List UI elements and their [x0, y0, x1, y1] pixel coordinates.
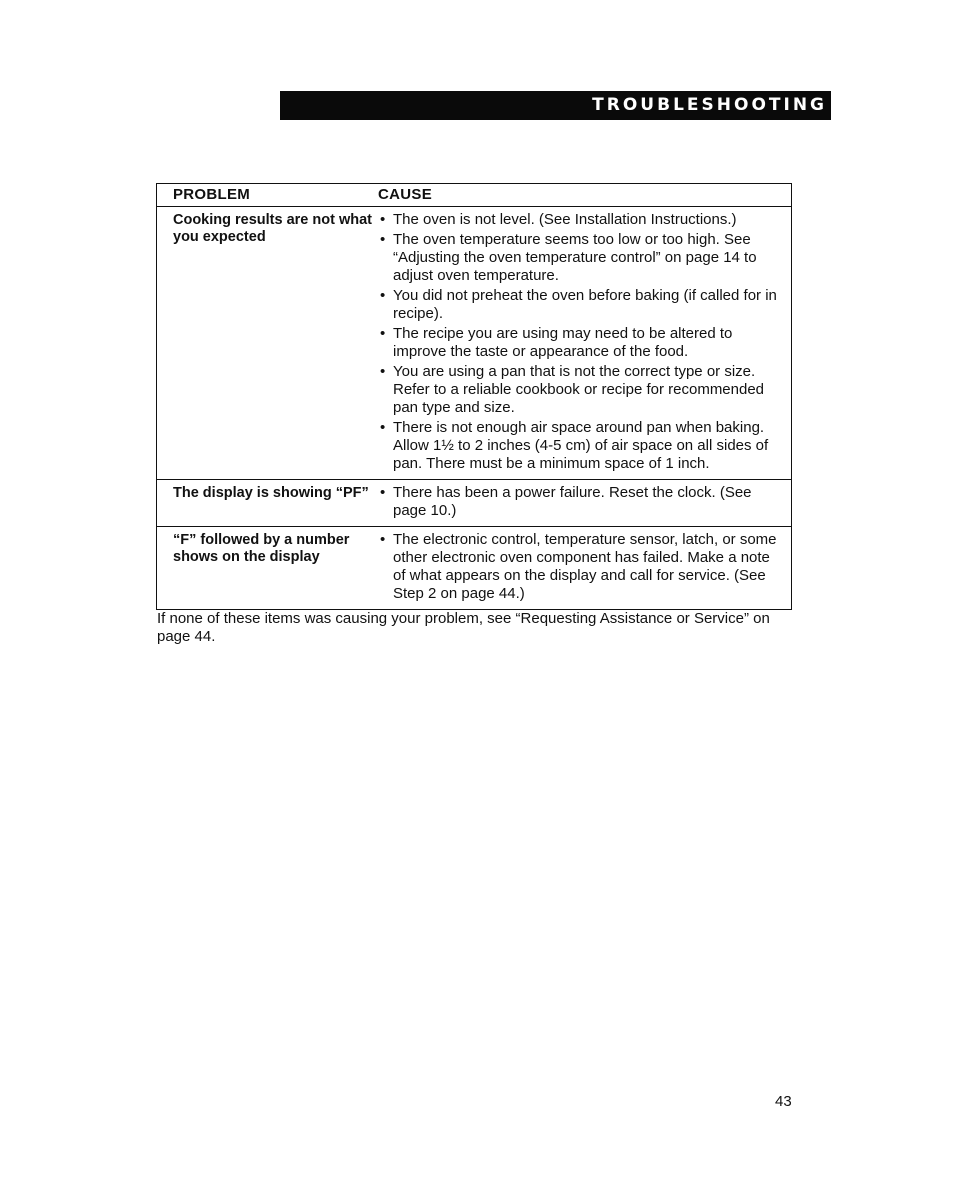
- cause-cell: [378, 527, 792, 610]
- column-header-problem: PROBLEM: [157, 184, 379, 207]
- cause-item: [378, 231, 791, 285]
- cause-text: The oven is not level. (See Installation Instructions.): [393, 211, 737, 228]
- cause-list: [378, 531, 791, 603]
- cause-cell: [378, 480, 792, 527]
- cause-item: [378, 484, 791, 520]
- section-title: TROUBLESHOOTING: [592, 95, 827, 115]
- cause-text: You are using a pan that is not the correct type or size. Refer to a reliable cookbook or recipe for recommended pan type and size.: [393, 363, 765, 416]
- bullet-icon: •: [380, 419, 386, 436]
- cause-item: [378, 325, 791, 361]
- cause-list: [378, 211, 791, 473]
- cause-list: [378, 484, 791, 520]
- bullet-icon: •: [380, 484, 386, 501]
- cause-item: [378, 287, 791, 323]
- bullet-icon: •: [380, 363, 386, 380]
- bullet-icon: •: [380, 231, 386, 248]
- cause-text: The oven temperature seems too low or too high. See “Adjusting the oven temperature control” on page 14 to adjust oven temperature.: [393, 231, 757, 284]
- problem-cell: Cooking results are not what you expected: [173, 212, 372, 245]
- table-header-row: [157, 184, 792, 207]
- bullet-icon: •: [380, 325, 386, 342]
- bullet-icon: •: [380, 211, 386, 228]
- cause-text: The recipe you are using may need to be altered to improve the taste or appearance of the food.: [393, 325, 733, 360]
- cause-cell: [378, 207, 792, 480]
- cause-item: [378, 419, 791, 473]
- page-number: 43: [775, 1093, 792, 1110]
- cause-text: The electronic control, temperature sensor, latch, or some other electronic oven component has failed. Make a note of what appears on the display and call for service. (See Step 2 on page 44.): [393, 531, 777, 602]
- table-row: [157, 480, 792, 527]
- cause-text: There is not enough air space around pan when baking. Allow 1½ to 2 inches (4-5 cm) of air space on all sides of pan. There must be a minimum space of 1 inch.: [393, 419, 769, 472]
- problem-cell: The display is showing “PF”: [157, 480, 379, 527]
- column-header-cause: CAUSE: [378, 184, 792, 207]
- bullet-icon: •: [380, 531, 386, 548]
- problem-cell: “F” followed by a number shows on the display: [157, 527, 379, 610]
- cause-item: [378, 211, 791, 229]
- bullet-icon: •: [380, 287, 386, 304]
- section-title-banner: [280, 91, 831, 120]
- table-row: [157, 527, 792, 610]
- troubleshooting-table: [156, 183, 792, 610]
- table-row: [157, 207, 792, 480]
- cause-item: [378, 531, 791, 603]
- cause-item: [378, 363, 791, 417]
- cause-text: There has been a power failure. Reset the clock. (See page 10.): [393, 484, 752, 519]
- cause-text: You did not preheat the oven before baking (if called for in recipe).: [393, 287, 777, 322]
- footer-note: If none of these items was causing your problem, see “Requesting Assistance or Service” on page 44.: [157, 610, 770, 645]
